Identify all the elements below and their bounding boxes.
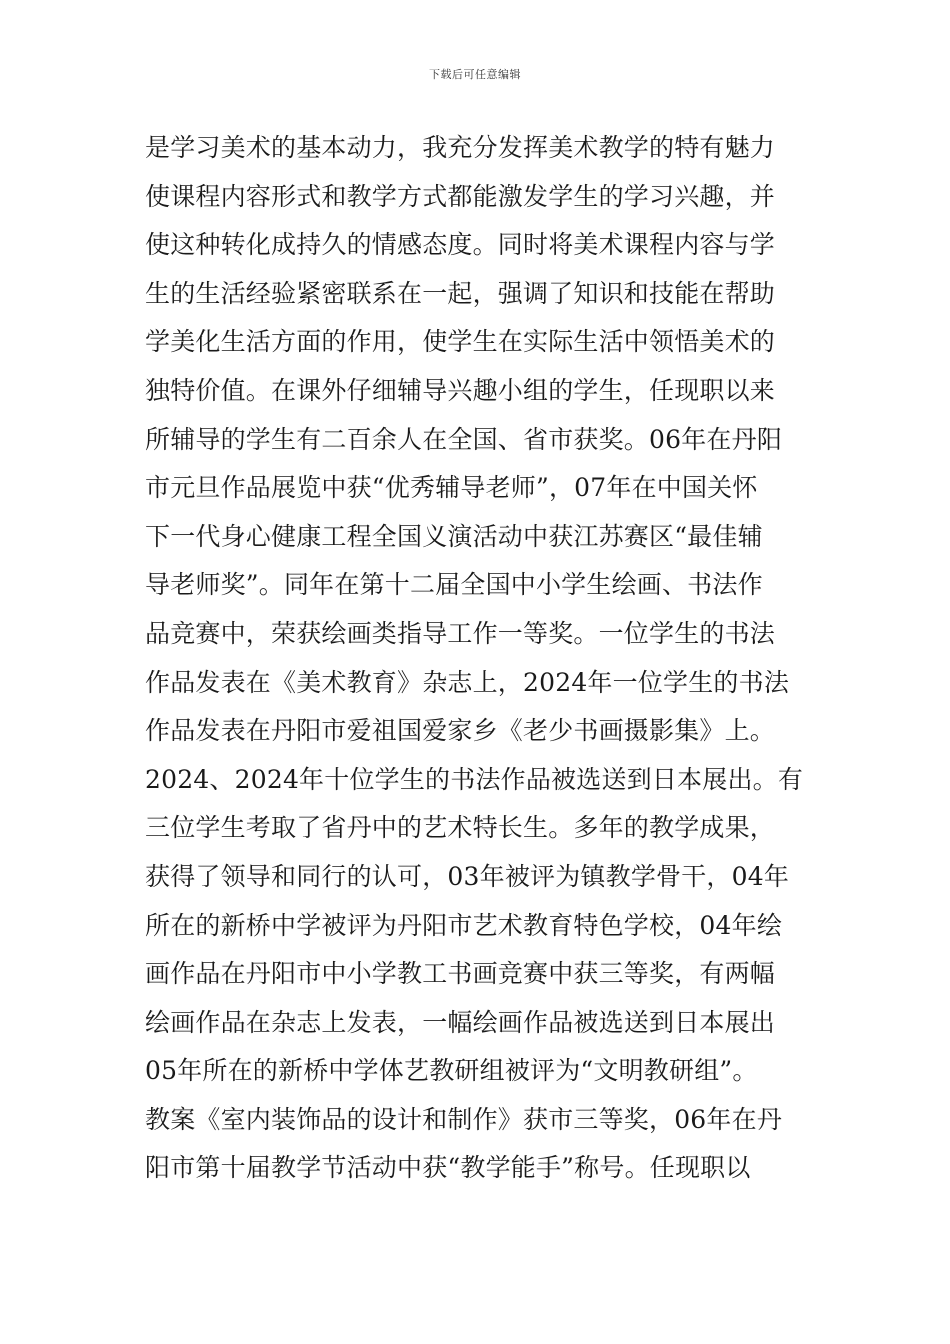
text-line: 是学习美术的基本动力，我充分发挥美术教学的特有魅力 [145,133,776,162]
text-line: 独特价值。在课外仔细辅导兴趣小组的学生，任现职以来 [145,375,776,405]
text-line: 品竞赛中，荣获绘画类指导工作一等奖。一位学生的书法 [145,618,776,648]
text-line: 学美化生活方面的作用，使学生在实际生活中领悟美术的 [145,327,776,357]
text-line: 所在的新桥中学被评为丹阳市艺术教育特色学校，04年绘 [145,910,783,940]
text-line: 导老师奖”。同年在第十二届全国中小学生绘画、书法作 [145,570,763,600]
text-line: 教案《室内装饰品的设计和制作》获市三等奖，06年在丹 [145,1104,783,1134]
text-line: 下一代身心健康工程全国义演活动中获江苏赛区“最佳辅 [145,521,763,551]
text-line: 市元旦作品展览中获“优秀辅导老师”，07年在中国关怀 [145,473,758,503]
page-header: 下载后可任意编辑 [429,68,521,81]
text-line: 作品发表在丹阳市爱祖国爱家乡《老少书画摄影集》上。 [145,716,776,746]
text-line: 三位学生考取了省丹中的艺术特长生。多年的教学成果， [145,813,776,843]
text-line: 获得了领导和同行的认可，03年被评为镇教学骨干，04年 [145,861,790,891]
text-line: 所辅导的学生有二百余人在全国、省市获奖。06年在丹阳 [145,424,783,454]
text-line: 画作品在丹阳市中小学教工书画竞赛中获三等奖，有两幅 [145,959,776,989]
text-line: 阳市第十届教学节活动中获“教学能手”称号。任现职以 [145,1153,751,1183]
text-line: 生的生活经验紧密联系在一起，强调了知识和技能在帮助 [145,278,776,308]
body-paragraph [145,124,815,1193]
text-line: 绘画作品在杂志上发表，一幅绘画作品被选送到日本展出 [145,1007,776,1037]
text-line: 05年所在的新桥中学体艺教研组被评为“文明教研组”。 [145,1056,758,1086]
text-line: 使课程内容形式和教学方式都能激发学生的学习兴趣，并 [145,181,776,211]
text-line: 作品发表在《美术教育》杂志上，2024年一位学生的书法 [145,667,790,697]
text-line: 2024、2024年十位学生的书法作品被选送到日本展出。有 [145,764,804,794]
text-line: 使这种转化成持久的情感态度。同时将美术课程内容与学 [145,230,776,260]
